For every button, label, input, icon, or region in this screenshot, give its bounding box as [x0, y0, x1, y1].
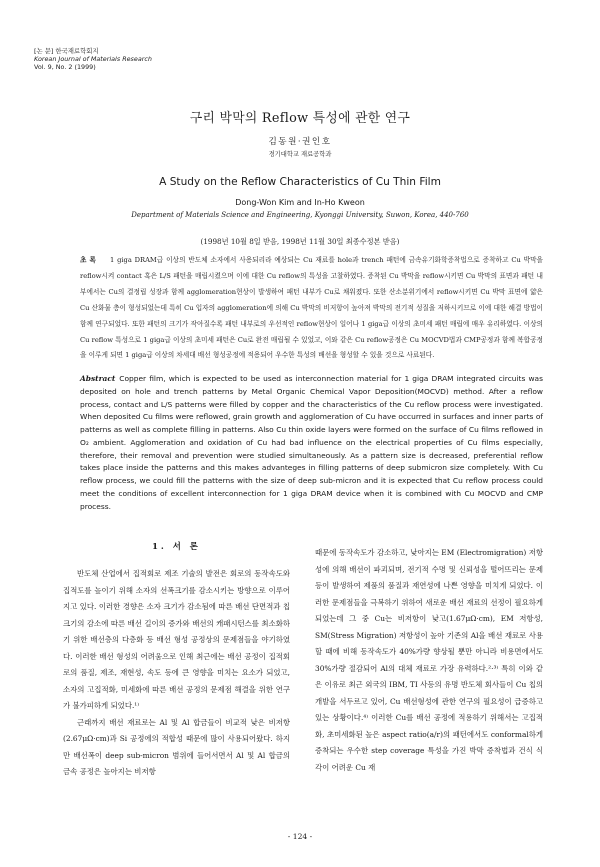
- journal-header: [34, 47, 152, 72]
- affiliation-english: Department of Materials Science and Engineering, Kyonggi University, Suwon, Korea, 440-760: [131, 211, 469, 219]
- received-dates: (1998년 10월 8일 받음, 1998년 11월 30일 최종수정본 받음): [200, 237, 400, 246]
- body-column-right: [315, 545, 543, 776]
- section-heading-introduction: 1. 서 론: [152, 541, 201, 551]
- journal-line-1: [논 문] 한국재료학회지: [34, 47, 99, 55]
- body-paragraph: 근래까지 배선 재료로는 Al 및 Al 합금들이 비교적 낮은 비저항(2.67μΩ·cm)과 Si 공정에의 적합성 때문에 많이 사용되어왔다. 하지만 배선폭이 deep sub-micron 범위에 들어서면서 Al 및 Al 합금의 금속 공정은 높아지는 비저항: [63, 717, 290, 776]
- abstract-english: [80, 373, 543, 513]
- affiliation-korean: 경기대학교 재료공학과: [268, 151, 332, 158]
- body-column-left: [63, 566, 290, 781]
- abstract-korean: [80, 253, 543, 364]
- journal-line-2: Korean Journal of Materials Research: [34, 55, 152, 64]
- abstract-korean-label: 초 록: [80, 256, 96, 264]
- abstract-korean-text: 1 giga DRAM급 이상의 반도체 소자에서 사용되리라 예상되는 Cu 재료를 hole과 trench 패턴에 금속유기화학증착법으로 증착하고 Cu 박막을 reflow시켜 contact 혹은 L/S 패턴을 매립시켰으며 이에 대한 Cu reflow의 특성을 고찰하였다. 증착된 Cu 박막을 reflow시키면 Cu 박막의 표면과 패턴 내부에서는 Cu의 결정립 성장과 함께 agglomeration현상이 발생하여 패턴 내부가 Cu로 채워졌다. 또한 산소분위기에서 reflow시키면 Cu 박막 표면에 얇은 Cu 산화물 층이 형성되었는데 특히 Cu 입자의 agglomeration에 의해 Cu 박막의 비저항이 높아져 박막의 전기적 성질을 저하시키므로 이에 대한 해결 방법이 함께 연구되었다. 또한 패턴의 크기가 작아질수록 패턴 내부로의 우선적인 reflow현상이 일어나 1 giga급 이상의 초미세 패턴 매립에 매우 유리하였다. 이상의 Cu reflow 특성으로 1 giga급 이상의 초미세 패턴은 Cu로 완전 매립될 수 있었고, 이와 같은 Cu reflow공정은 Cu MOCVD법과 CMP공정과 함께 복합공정을 이루게 되면 1 giga급 이상의 차세대 배선 형성공정에 적용되어 우수한 특성의 배선을 형성할 수 있을 것으로 사료된다.: [80, 256, 544, 360]
- authors-english: Dong-Won Kim and In-Ho Kweon: [235, 198, 365, 207]
- body-paragraph: 반도체 산업에서 집적회로 제조 기술의 발전은 회로의 동작속도와 집적도를 높이기 위해 소자의 선폭크기를 감소시키는 방향으로 이루어지고 있다. 이러한 경향은 소자 크기가 감소됨에 따른 배선 단면적과 칩 크기의 감소에 따른 배선 길이의 증가와 배선의 캐패시턴스를 최소화하기 위한 배선층의 다층화 등 배선 형성 공정상의 문제점들을 야기하였다. 이러한 배선 형성의 어려움으로 인해 최근에는 배선 공정이 집적회로의 품질, 제조, 재현성, 속도 등에 큰 영향을 미치는 요소가 되었고, 소자의 고집적화, 미세화에 따른 배선 공정의 문제점 해결을 위한 연구가 불가피하게 되었다.¹⁾: [63, 569, 290, 710]
- abstract-english-label: Abstract: [80, 374, 116, 383]
- body-paragraph: 때문에 동작속도가 감소하고, 낮아지는 EM (Electromigration) 저항성에 의해 배선이 파괴되며, 전기적 수명 및 신뢰성을 떨어뜨리는 문제 등이 발생하여 제품의 품질과 재연성에 나쁜 영향을 미치게 되었다. 이러한 문제점들을 극복하기 위하여 새로운 배선 재료의 선정이 필요하게 되었는데 그 중 Cu는 비저항이 낮고(1.67μΩ·cm), EM 저항성, SM(Stress Migration) 저항성이 높아 기존의 Al을 배선 재료로 사용할 때에 비해 동작속도가 40%가량 향상될 뿐만 아니라 비용면에서도 30%가량 절감되어 Al의 대체 재료로 가장 유력하다.²·³⁾ 특히 이와 같은 이유로 최근 외국의 IBM, TI 사등의 유명 반도체 회사들이 Cu 칩의 개발을 서두르고 있어, Cu 배선형성에 관한 연구의 필요성이 급증하고 있는 상황이다.⁴⁾ 이러한 Cu를 배선 공정에 적용하기 위해서는 고집적화, 초미세화된 높은 aspect ratio(a/r)의 패턴에서도 conformal하게 증착되는 우수한 step coverage 특성을 가진 박막 증착법과 건식 식각이 어려운 Cu 재: [315, 548, 543, 772]
- page-number: - 124 -: [287, 832, 313, 841]
- title-english: A Study on the Reflow Characteristics of Cu Thin Film: [159, 176, 441, 188]
- journal-line-3: Vol. 9, No. 2 (1999): [34, 63, 96, 72]
- authors-korean: 김동원·권인호: [268, 137, 332, 147]
- abstract-english-text: Copper film, which is expected to be used as interconnection material for 1 giga DRAM integrated circuits was deposited on hole and trench patterns by Metal Organic Chemical Vapor Deposition(MOCVD) method. After a reflow process, contact and L/S patterns were filled by copper and the characteristics of the Cu reflow process were investigated. When deposited Cu films were reflowed, grain growth and agglomeration of Cu have occurred in surfaces and inner parts of patterns as well as complete filling in patterns. Also Cu thin oxide layers were formed on the surface of Cu films reflowed in O₂ ambient. Agglomeration and oxidation of Cu had bad influence on the electrical properties of Cu films especially, therefore, their removal and prevention were studied simultaneously. As a pattern size is decreased, preferential reflow takes place inside the patterns and this makes advanteges in filling patterns of deep submicron size completely. With Cu reflow process, we could fill the patterns with the size of deep sub-micron and it is expected that Cu reflow process could meet the conditions of excellent interconnection for 1 giga DRAM device when it is combined with Cu MOCVD and CMP process.: [80, 374, 543, 511]
- title-korean: 구리 박막의 Reflow 특성에 관한 연구: [189, 111, 411, 126]
